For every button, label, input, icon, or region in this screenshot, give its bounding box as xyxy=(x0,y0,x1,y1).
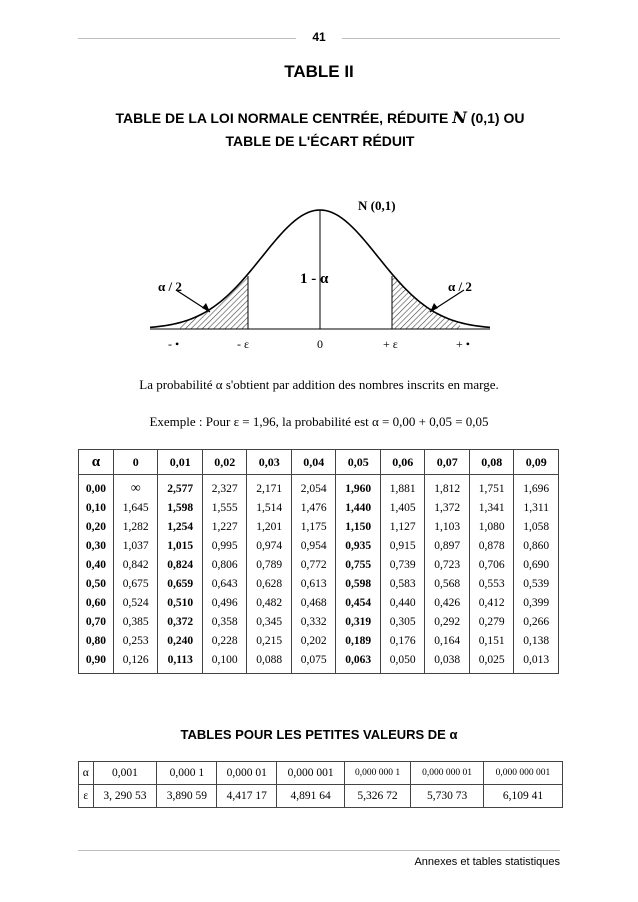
alpha-row xyxy=(79,762,563,785)
table-cell: 1,476 xyxy=(291,498,336,517)
table-cell: 0,524 xyxy=(113,593,158,612)
table-cell: 0,189 xyxy=(336,631,381,650)
table-cell: 1,440 xyxy=(336,498,381,517)
footer-text: Annexes et tables statistiques xyxy=(414,856,560,868)
table-cell: 2,171 xyxy=(247,475,292,499)
table-cell: 0,385 xyxy=(113,612,158,631)
table-cell: 0,553 xyxy=(469,574,514,593)
table-cell: 1,058 xyxy=(514,517,559,536)
table-cell: 1,812 xyxy=(425,475,470,499)
table-cell: 0,292 xyxy=(425,612,470,631)
row-label: 0,70 xyxy=(79,612,114,631)
table-row xyxy=(79,517,559,536)
row-label: 0,50 xyxy=(79,574,114,593)
table-cell: 0,613 xyxy=(291,574,336,593)
table-row xyxy=(79,593,559,612)
axis-label-plus-infinity: + • xyxy=(456,337,470,351)
table-cell: 0,935 xyxy=(336,536,381,555)
table-cell: 1,227 xyxy=(202,517,247,536)
small-values-title: TABLES POUR LES PETITES VALEURS DE α xyxy=(180,727,458,742)
normal-distribution-table xyxy=(78,449,559,674)
table-cell: 1,372 xyxy=(425,498,470,517)
table-cell: 0,176 xyxy=(380,631,425,650)
table-title: TABLE II xyxy=(284,62,354,81)
table-cell: 2,327 xyxy=(202,475,247,499)
table-cell: 0,113 xyxy=(158,650,203,674)
table-row xyxy=(79,475,559,499)
table-cell: 0,253 xyxy=(113,631,158,650)
table-cell: 0,468 xyxy=(291,593,336,612)
small-table-cell: 0,000 000 01 xyxy=(411,762,484,785)
small-table-cell: 3, 290 53 xyxy=(93,785,157,808)
table-cell: 0,358 xyxy=(202,612,247,631)
table-cell: 0,412 xyxy=(469,593,514,612)
table-cell: 1,037 xyxy=(113,536,158,555)
small-row-label: α xyxy=(79,762,94,785)
table-cell: 0,842 xyxy=(113,555,158,574)
table-cell: 1,254 xyxy=(158,517,203,536)
header-col: 0,03 xyxy=(247,450,292,475)
table-cell: 0,806 xyxy=(202,555,247,574)
normal-curve-figure xyxy=(120,190,520,370)
table-cell: 0,440 xyxy=(380,593,425,612)
table-cell: 1,696 xyxy=(514,475,559,499)
table-cell: 1,201 xyxy=(247,517,292,536)
table-cell: 0,228 xyxy=(202,631,247,650)
table-row xyxy=(79,650,559,674)
table-row xyxy=(79,555,559,574)
table-cell: 0,100 xyxy=(202,650,247,674)
header-col: 0,08 xyxy=(469,450,514,475)
table-cell: 0,215 xyxy=(247,631,292,650)
right-tail-arrowhead xyxy=(430,303,438,312)
table-cell: 0,789 xyxy=(247,555,292,574)
right-tail-label: α / 2 xyxy=(448,279,472,294)
table-cell: 0,266 xyxy=(514,612,559,631)
left-tail-arrowhead xyxy=(202,303,210,312)
row-label: 0,40 xyxy=(79,555,114,574)
small-table-cell: 0,000 1 xyxy=(157,762,217,785)
table-cell: 1,598 xyxy=(158,498,203,517)
table-cell: 0,878 xyxy=(469,536,514,555)
table-cell: 0,690 xyxy=(514,555,559,574)
table-cell: 0,860 xyxy=(514,536,559,555)
table-cell: 0,126 xyxy=(113,650,158,674)
table-cell: 1,960 xyxy=(336,475,381,499)
table-cell: 0,995 xyxy=(202,536,247,555)
table-cell: 0,568 xyxy=(425,574,470,593)
row-label: 0,60 xyxy=(79,593,114,612)
note-text: La probabilité α s'obtient par addition des nombres inscrits en marge. xyxy=(139,377,499,392)
row-label: 0,80 xyxy=(79,631,114,650)
small-table-cell: 0,000 000 1 xyxy=(344,762,410,785)
table-cell: 0,399 xyxy=(514,593,559,612)
row-label: 0,20 xyxy=(79,517,114,536)
small-row-label: ε xyxy=(79,785,94,808)
table-cell: 0,151 xyxy=(469,631,514,650)
table-cell: 1,127 xyxy=(380,517,425,536)
table-cell: ∞ xyxy=(113,475,158,499)
table-cell: 0,598 xyxy=(336,574,381,593)
table-cell: 1,103 xyxy=(425,517,470,536)
axis-label-minus-infinity: - • xyxy=(168,337,180,351)
left-tail-area xyxy=(180,274,248,329)
table-cell: 0,319 xyxy=(336,612,381,631)
table-cell: 0,013 xyxy=(514,650,559,674)
table-cell: 0,897 xyxy=(425,536,470,555)
table-cell: 0,583 xyxy=(380,574,425,593)
small-table-cell: 6,109 41 xyxy=(483,785,562,808)
row-label: 0,10 xyxy=(79,498,114,517)
table-cell: 1,645 xyxy=(113,498,158,517)
axis-label-zero: 0 xyxy=(317,337,323,351)
table-cell: 1,405 xyxy=(380,498,425,517)
table-cell: 0,824 xyxy=(158,555,203,574)
page-number: 41 xyxy=(312,30,326,44)
small-table-cell: 5,326 72 xyxy=(344,785,410,808)
small-table-cell: 3,890 59 xyxy=(157,785,217,808)
header-col: 0,09 xyxy=(514,450,559,475)
table-cell: 0,426 xyxy=(425,593,470,612)
table-cell: 2,054 xyxy=(291,475,336,499)
table-row xyxy=(79,574,559,593)
table-cell: 0,372 xyxy=(158,612,203,631)
table-cell: 1,150 xyxy=(336,517,381,536)
table-cell: 0,164 xyxy=(425,631,470,650)
example-text: Exemple : Pour ε = 1,96, la probabilité est α = 0,00 + 0,05 = 0,05 xyxy=(149,414,489,429)
table-cell: 0,772 xyxy=(291,555,336,574)
axis-label-plus-epsilon: + ε xyxy=(383,337,398,351)
header-col: 0,01 xyxy=(158,450,203,475)
table-row xyxy=(79,498,559,517)
table-cell: 0,628 xyxy=(247,574,292,593)
small-table-cell: 4,417 17 xyxy=(217,785,277,808)
table-cell: 2,577 xyxy=(158,475,203,499)
table-row xyxy=(79,631,559,650)
small-table-cell: 0,000 000 001 xyxy=(483,762,562,785)
row-label: 0,00 xyxy=(79,475,114,499)
axis-label-minus-epsilon: - ε xyxy=(237,337,250,351)
table-cell: 0,755 xyxy=(336,555,381,574)
table-cell: 0,202 xyxy=(291,631,336,650)
small-table-cell: 0,001 xyxy=(93,762,157,785)
table-cell: 0,510 xyxy=(158,593,203,612)
table-cell: 1,080 xyxy=(469,517,514,536)
table-cell: 1,514 xyxy=(247,498,292,517)
table-cell: 1,555 xyxy=(202,498,247,517)
row-label: 0,90 xyxy=(79,650,114,674)
center-area-label: 1 - α xyxy=(300,271,329,287)
table-cell: 0,279 xyxy=(469,612,514,631)
header-col: 0,07 xyxy=(425,450,470,475)
table-cell: 0,063 xyxy=(336,650,381,674)
table-cell: 0,739 xyxy=(380,555,425,574)
table-cell: 0,025 xyxy=(469,650,514,674)
table-row xyxy=(79,612,559,631)
table-cell: 0,345 xyxy=(247,612,292,631)
table-cell: 0,482 xyxy=(247,593,292,612)
small-table-cell: 4,891 64 xyxy=(277,785,345,808)
table-cell: 0,539 xyxy=(514,574,559,593)
table-cell: 0,659 xyxy=(158,574,203,593)
table-cell: 0,138 xyxy=(514,631,559,650)
curve-label: N (0,1) xyxy=(358,198,396,213)
heading-normal-symbol: N xyxy=(452,108,467,127)
small-table-cell: 0,000 01 xyxy=(217,762,277,785)
row-label: 0,30 xyxy=(79,536,114,555)
table-cell: 1,751 xyxy=(469,475,514,499)
table-row xyxy=(79,536,559,555)
header-col: 0,06 xyxy=(380,450,425,475)
small-table-cell: 5,730 73 xyxy=(411,785,484,808)
table-cell: 0,496 xyxy=(202,593,247,612)
table-cell: 1,341 xyxy=(469,498,514,517)
table-cell: 1,881 xyxy=(380,475,425,499)
heading-line-1-end: (0,1) OU xyxy=(466,110,525,126)
table-cell: 0,038 xyxy=(425,650,470,674)
table-cell: 1,311 xyxy=(514,498,559,517)
table-cell: 0,723 xyxy=(425,555,470,574)
header-col: 0,02 xyxy=(202,450,247,475)
table-cell: 0,675 xyxy=(113,574,158,593)
header-col: 0,04 xyxy=(291,450,336,475)
table-cell: 1,015 xyxy=(158,536,203,555)
table-cell: 0,088 xyxy=(247,650,292,674)
heading-line-1-start: TABLE DE LA LOI NORMALE CENTRÉE, RÉDUITE xyxy=(115,110,453,126)
table-cell: 0,915 xyxy=(380,536,425,555)
small-table-cell: 0,000 001 xyxy=(277,762,345,785)
table-cell: 0,454 xyxy=(336,593,381,612)
table-cell: 0,706 xyxy=(469,555,514,574)
table-heading xyxy=(30,106,610,153)
heading-line-1 xyxy=(30,106,610,130)
header-col: 0,05 xyxy=(336,450,381,475)
table-cell: 0,954 xyxy=(291,536,336,555)
table-cell: 1,282 xyxy=(113,517,158,536)
table-cell: 0,240 xyxy=(158,631,203,650)
epsilon-row xyxy=(79,785,563,808)
table-cell: 0,050 xyxy=(380,650,425,674)
table-header-row xyxy=(79,450,559,475)
header-alpha: α xyxy=(79,450,114,475)
table-cell: 1,175 xyxy=(291,517,336,536)
header-col: 0 xyxy=(113,450,158,475)
table-cell: 0,643 xyxy=(202,574,247,593)
table-cell: 0,332 xyxy=(291,612,336,631)
small-values-table xyxy=(78,761,563,808)
table-cell: 0,974 xyxy=(247,536,292,555)
heading-line-2: TABLE DE L'ÉCART RÉDUIT xyxy=(225,133,415,149)
left-tail-label: α / 2 xyxy=(158,279,182,294)
table-cell: 0,305 xyxy=(380,612,425,631)
table-cell: 0,075 xyxy=(291,650,336,674)
footer-rule xyxy=(78,850,560,851)
